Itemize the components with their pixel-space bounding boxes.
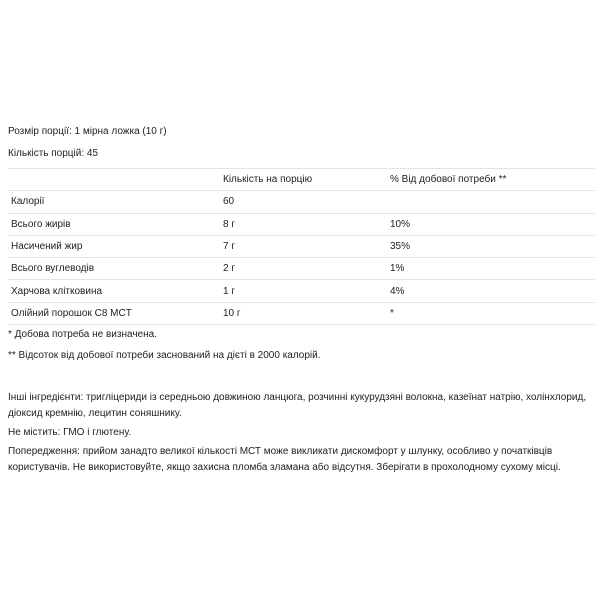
nutrient-amount: 10 г (220, 302, 387, 324)
table-row (8, 235, 595, 257)
nutrition-table (8, 168, 595, 325)
other-ingredients: Інші інгредієнти: тригліцериди із середньою довжиною ланцюга, розчинні кукурудзяні волокна, казеїнат натрію, холінхлорид, діоксид кремнію, лецитин соняшнику. (8, 392, 587, 419)
nutrient-name: Всього вуглеводів (8, 258, 220, 280)
nutrient-amount: 2 г (220, 258, 387, 280)
footnote-daily-value-basis: ** Відсоток від добової потреби заснований на дієті в 2000 калорій. (8, 350, 321, 361)
nutrient-name: Олійний порошок C8 MCT (8, 302, 220, 324)
nutrient-amount: 1 г (220, 280, 387, 302)
table-header-row (8, 169, 595, 191)
footnote-daily-value-undefined: * Добова потреба не визначена. (8, 329, 157, 340)
nutrient-daily-value: 1% (387, 258, 595, 280)
nutrient-daily-value: 10% (387, 213, 595, 235)
table-row (8, 258, 595, 280)
nutrient-name: Всього жирів (8, 213, 220, 235)
free-from: Не містить: ГМО і глютену. (8, 427, 132, 438)
table-row (8, 280, 595, 302)
nutrient-daily-value: 35% (387, 235, 595, 257)
nutrient-amount: 8 г (220, 213, 387, 235)
nutrient-name: Харчова клітковина (8, 280, 220, 302)
nutrient-name: Насичений жир (8, 235, 220, 257)
header-cell: % Від добової потреби ** (387, 169, 595, 191)
table-row (8, 213, 595, 235)
header-cell (8, 169, 220, 191)
nutrient-daily-value (387, 191, 595, 213)
nutrient-amount: 7 г (220, 235, 387, 257)
serving-size: Розмір порції: 1 мірна ложка (10 г) (8, 126, 167, 137)
header-cell: Кількість на порцію (220, 169, 387, 191)
nutrient-name: Калорії (8, 191, 220, 213)
nutrient-daily-value: * (387, 302, 595, 324)
warning: Попередження: прийом занадто великої кількості МСТ може викликати дискомфорт у шлунку, особливо у початківців користувачів. Не використовуйте, якщо захисна пломба зламана або відсутня. Зберігати в прохолодному сухому місці. (8, 446, 561, 473)
table-row (8, 302, 595, 324)
nutrient-daily-value: 4% (387, 280, 595, 302)
table-row (8, 191, 595, 213)
servings-count: Кількість порцій: 45 (8, 148, 99, 159)
nutrient-amount: 60 (220, 191, 387, 213)
